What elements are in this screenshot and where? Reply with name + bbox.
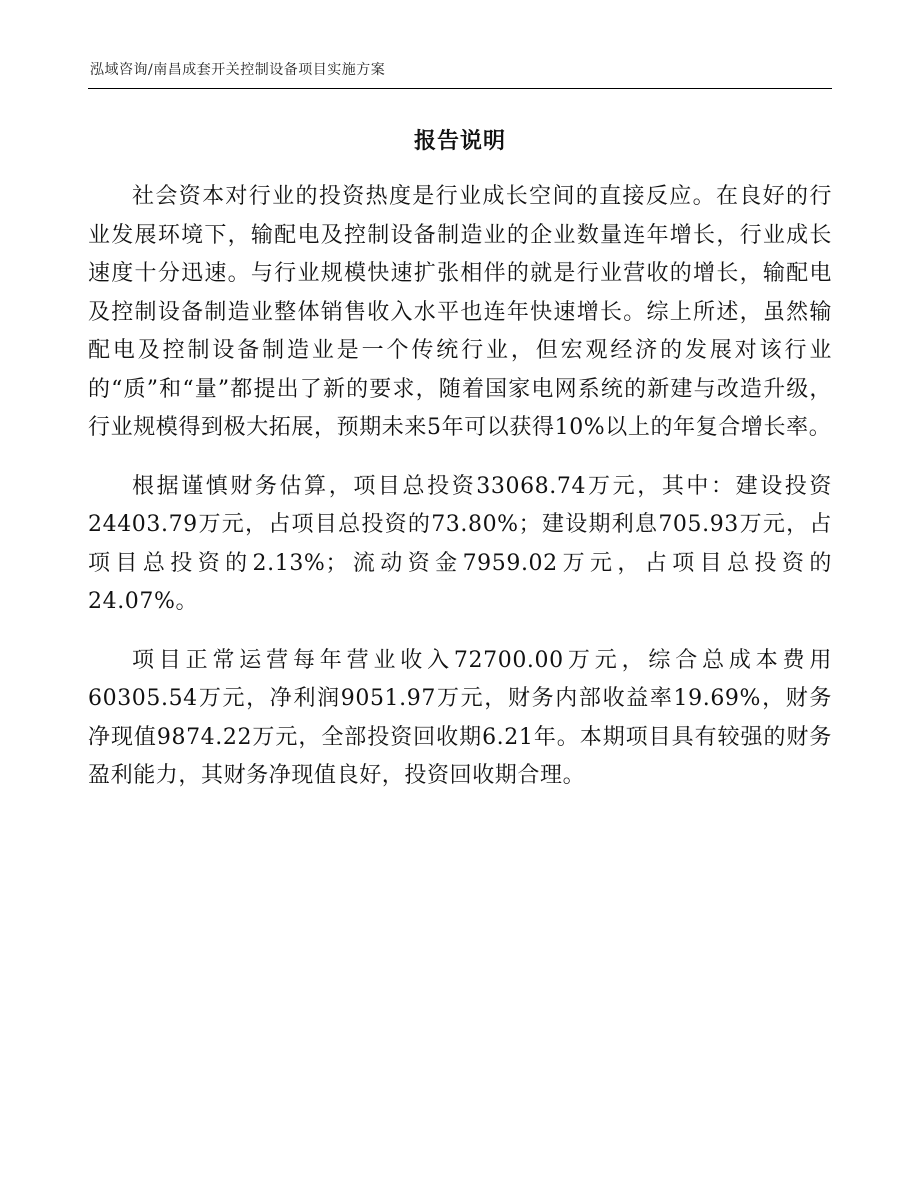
section-title: 报告说明	[413, 128, 506, 154]
page-header: 泓域咨询/南昌成套开关控制设备项目实施方案	[90, 62, 386, 78]
paragraph-industry-outlook: 社会资本对行业的投资热度是行业成长空间的直接反应。在良好的行业发展环境下，输配电及控制设备制造业的企业数量连年增长，行业成长速度十分迅速。与行业规模快速扩张相伴的就是行业营收的增长，输配电及控制设备制造业整体销售收入水平也连年快速增长。综上所述，虽然输配电及控制设备制造业是一个传统行业，但宏观经济的发展对该行业的“质”和“量”都提出了新的要求，随着国家电网系统的新建与改造升级，行业规模得到极大拓展，预期未来5年可以获得10%以上的年复合增长率。	[88, 184, 832, 440]
header-divider	[88, 88, 832, 89]
report-body	[88, 178, 832, 816]
paragraph-investment: 根据谨慎财务估算，项目总投资33068.74万元，其中：建设投资24403.79万元，占项目总投资的73.80%；建设期利息705.93万元，占项目总投资的2.13%；流动资金7959.02万元，占项目总投资的24.07%。	[88, 473, 832, 614]
paragraph-financials: 项目正常运营每年营业收入72700.00万元，综合总成本费用60305.54万元，净利润9051.97万元，财务内部收益率19.69%，财务净现值9874.22万元，全部投资回收期6.21年。本期项目具有较强的财务盈利能力，其财务净现值良好，投资回收期合理。	[88, 647, 832, 788]
